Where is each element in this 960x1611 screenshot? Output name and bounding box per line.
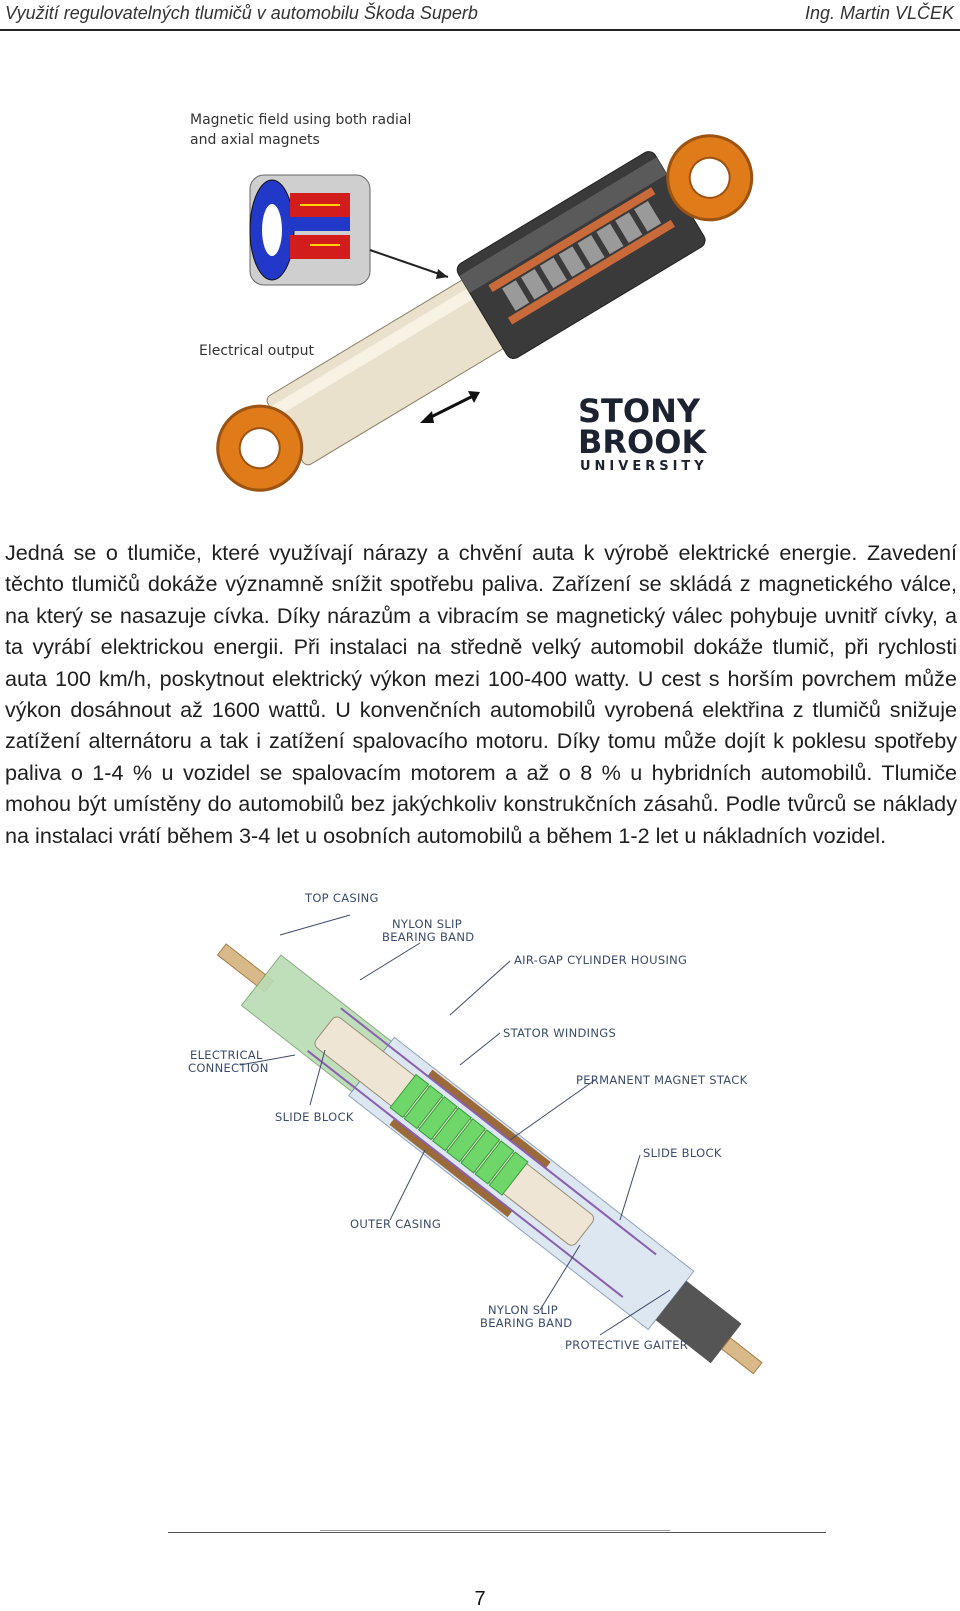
nylon-band-top-label-line1: NYLON SLIP [392, 917, 462, 931]
document-author: Ing. Martin VLČEK [804, 3, 954, 23]
electrical-connection-label-line1: ELECTRICAL [190, 1048, 263, 1062]
svg-text:BROOK: BROOK [578, 423, 707, 461]
damper-cutaway-figure [180, 95, 780, 525]
header-rule [0, 29, 960, 31]
top-casing-label: TOP CASING [305, 891, 379, 905]
page-header [0, 0, 960, 32]
body-paragraph: Jedná se o tlumiče, které využívají nárazy a chvění auta k výrobě elektrické energie. Zavedení těchto tlumičů dokáže významně snížit spotřebu paliva. Zařízení se skládá z magnetického válce, na který se nasazuje cívka. Díky nárazům a vibracím se magnetický válec pohybuje uvnitř cívky, a ta vyrábí elektrickou energii. Při instalaci na středně velký automobil dokáže tlumič, při rychlosti auta 100 km/h, poskytnout elektrický výkon mezi 100-400 watty. U cest s horším povrchem může výkon dosáhnout až 1600 wattů. U konvenčních automobilů vyrobená elektřina z tlumičů snižuje zatížení alternátoru a tak i zatížení spalovacího motoru. Díky tomu může dojít k poklesu spotřeby paliva o 1-4 % u vozidel se spalovacím motorem a až o 8 % u hybridních automobilů. Tlumiče mohou být umístěny do automobilů bez jakýchkoliv konstrukčních zásahů. Podle tvůrců se náklady na instalaci vrátí během 3-4 let u osobních automobilů a během 1-2 let u nákladních vozidel. [5, 540, 957, 848]
footer-rule-accent [320, 1530, 670, 1531]
svg-text:UNIVERSITY: UNIVERSITY [580, 459, 708, 474]
slide-block-left-label: SLIDE BLOCK [275, 1110, 354, 1124]
electrical-connection-label-line2: CONNECTION [188, 1061, 269, 1075]
magnetic-field-label-line1: Magnetic field using both radial [190, 112, 412, 128]
nylon-band-bottom-label-line2: BEARING BAND [480, 1316, 573, 1330]
stator-windings-label: STATOR WINDINGS [503, 1026, 617, 1040]
slide-block-right-label: SLIDE BLOCK [643, 1146, 722, 1160]
nylon-band-top-label-line2: BEARING BAND [382, 930, 475, 944]
magnet-stack-label: PERMANENT MAGNET STACK [576, 1073, 748, 1087]
air-gap-housing-label: AIR-GAP CYLINDER HOUSING [514, 953, 688, 967]
nylon-band-bottom-label-line1: NYLON SLIP [488, 1303, 558, 1317]
linear-generator-diagram [160, 891, 800, 1405]
page-number: 7 [474, 1588, 486, 1610]
footer-rule [168, 1532, 826, 1533]
magnetic-field-label-line2: and axial magnets [190, 132, 320, 148]
protective-gaiter-label: PROTECTIVE GAITER [565, 1338, 689, 1352]
electrical-output-label: Electrical output [199, 343, 314, 359]
document-title: Využití regulovatelných tlumičů v automobilu Škoda Superb [5, 3, 478, 23]
stony-brook-logo [578, 392, 708, 474]
svg-text:STONY: STONY [578, 392, 701, 430]
outer-casing-label: OUTER CASING [350, 1217, 442, 1231]
